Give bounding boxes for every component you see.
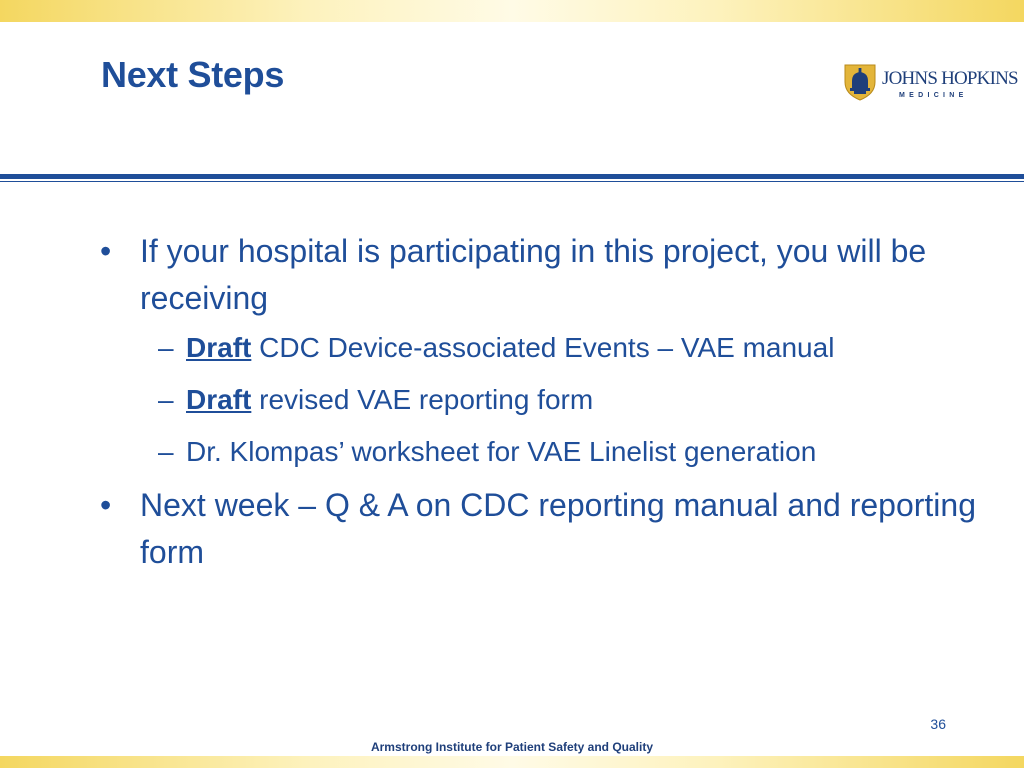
sub-emphasis: Draft — [186, 332, 252, 363]
header-rule-thick — [0, 174, 1024, 179]
bullet-item — [100, 228, 990, 322]
logo-subtitle: MEDICINE — [899, 92, 968, 99]
footer-text: Armstrong Institute for Patient Safety and Quality — [370, 740, 654, 754]
sub-text: Dr. Klompas’ worksheet for VAE Linelist generation — [186, 436, 817, 467]
header-rule-thin — [0, 181, 1024, 182]
sub-text: revised VAE reporting form — [251, 384, 594, 415]
sub-marker: – — [158, 332, 174, 363]
johns-hopkins-logo — [842, 62, 1018, 108]
page-number: 36 — [930, 716, 946, 732]
sub-marker: – — [158, 436, 174, 467]
slide-title: Next Steps — [101, 54, 285, 95]
bullet-text: Next week – Q & A on CDC reporting manual and reporting form — [140, 487, 976, 570]
top-gold-band — [0, 0, 1024, 22]
bullet-text: If your hospital is participating in this project, you will be receiving — [140, 233, 927, 316]
sub-emphasis: Draft — [186, 384, 252, 415]
sub-marker: – — [158, 384, 174, 415]
bullet-marker: • — [100, 233, 112, 269]
slide-body — [100, 228, 990, 580]
sub-item — [100, 430, 990, 473]
bullet-marker: • — [100, 487, 112, 523]
sub-item — [100, 378, 990, 421]
logo-name: JOHNS HOPKINS — [882, 68, 1018, 89]
bottom-gold-band — [0, 756, 1024, 768]
dome-shield-icon — [842, 62, 878, 102]
sub-item — [100, 326, 990, 369]
bullet-item — [100, 482, 990, 576]
sub-text: CDC Device-associated Events – VAE manual — [251, 332, 835, 363]
